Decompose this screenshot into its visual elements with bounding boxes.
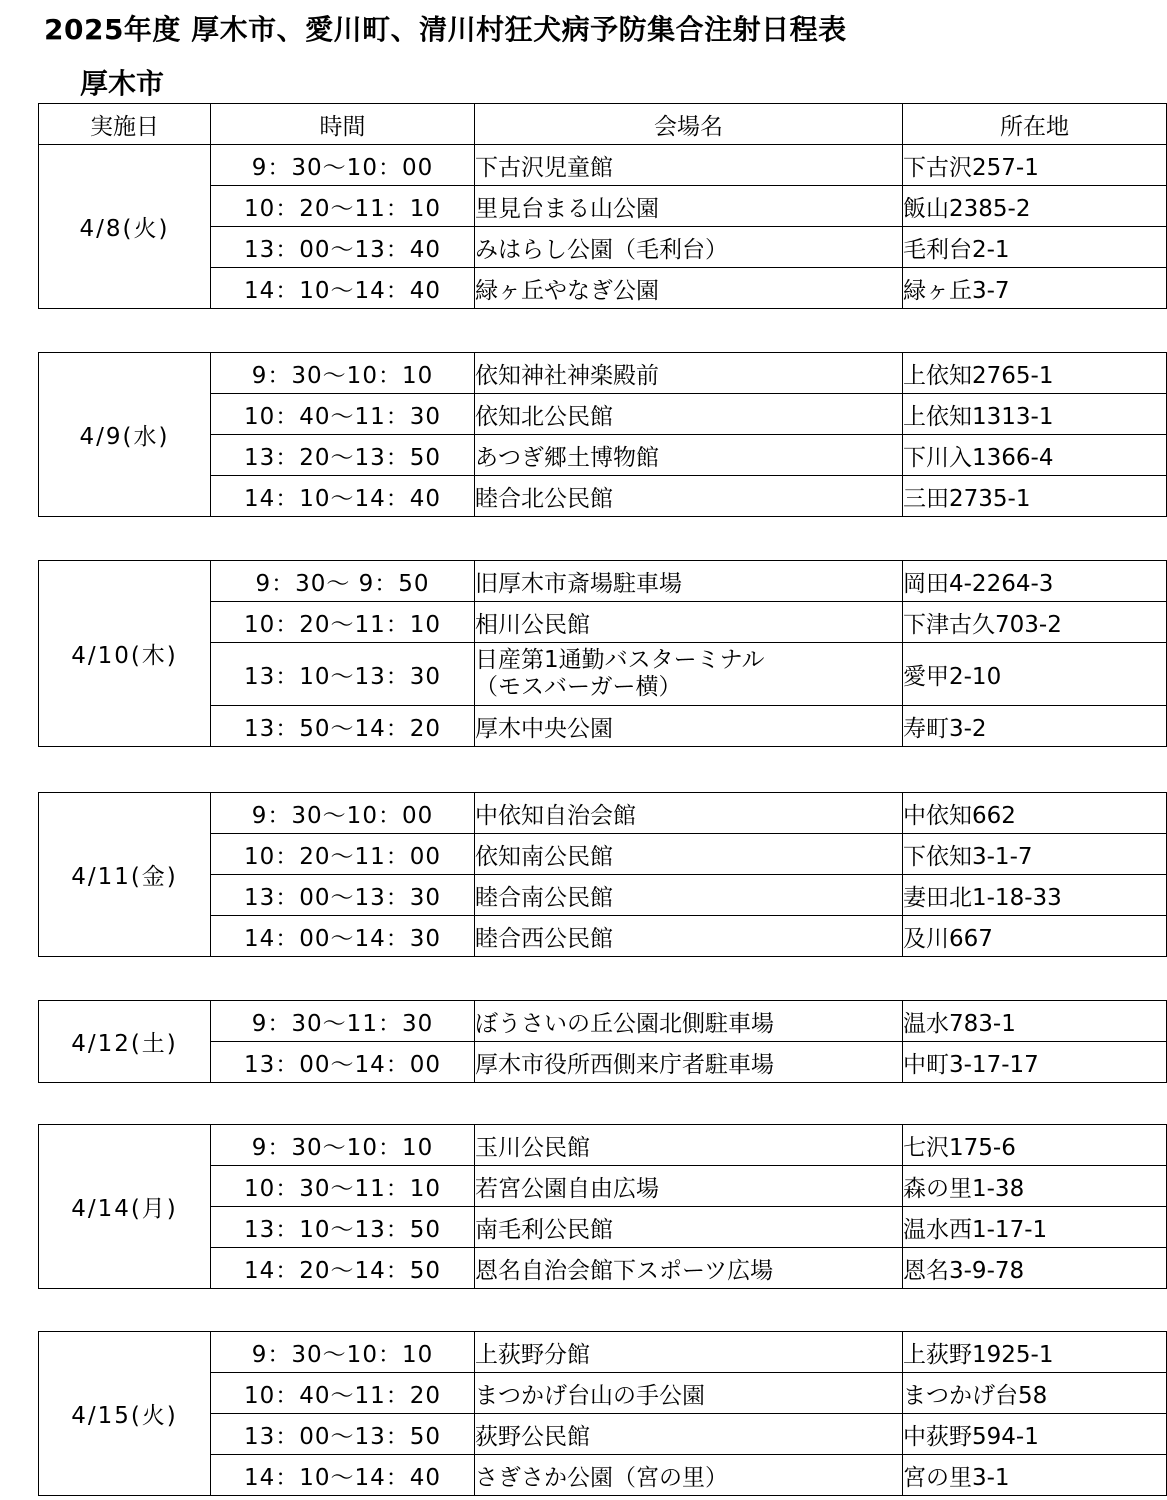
address-cell: 三田2735-1 bbox=[903, 476, 1167, 517]
venue-cell: ぼうさいの丘公園北側駐車場 bbox=[475, 1001, 903, 1042]
venue-cell: 依知南公民館 bbox=[475, 834, 903, 875]
venue-cell: 睦合南公民館 bbox=[475, 875, 903, 916]
schedule-group-0415 bbox=[38, 1331, 1167, 1496]
time-cell: 10：20〜11：10 bbox=[211, 602, 475, 643]
table-row bbox=[39, 561, 1167, 602]
venue-cell: 南毛利公民館 bbox=[475, 1207, 903, 1248]
time-cell: 9：30〜11：30 bbox=[211, 1001, 475, 1042]
schedule-group-0408 bbox=[38, 144, 1167, 309]
venue-cell: あつぎ郷土博物館 bbox=[475, 435, 903, 476]
schedule-group-0409 bbox=[38, 352, 1167, 517]
header-address: 所在地 bbox=[903, 104, 1167, 145]
header-table bbox=[38, 103, 1167, 145]
date-cell: 4/14(月) bbox=[39, 1125, 211, 1289]
time-cell: 14：00〜14：30 bbox=[211, 916, 475, 957]
time-cell: 10：20〜11：00 bbox=[211, 834, 475, 875]
address-cell: 妻田北1-18-33 bbox=[903, 875, 1167, 916]
table-row bbox=[39, 1125, 1167, 1166]
time-cell: 13：00〜13：50 bbox=[211, 1414, 475, 1455]
date-cell: 4/15(火) bbox=[39, 1332, 211, 1496]
time-cell: 9：30〜10：10 bbox=[211, 1332, 475, 1373]
address-cell: 森の里1-38 bbox=[903, 1166, 1167, 1207]
time-cell: 14：10〜14：40 bbox=[211, 268, 475, 309]
date-cell: 4/11(金) bbox=[39, 793, 211, 957]
schedule-group-0412 bbox=[38, 1000, 1167, 1083]
address-cell: 上荻野1925-1 bbox=[903, 1332, 1167, 1373]
date-cell: 4/12(土) bbox=[39, 1001, 211, 1083]
venue-cell: 睦合北公民館 bbox=[475, 476, 903, 517]
address-cell: 毛利台2-1 bbox=[903, 227, 1167, 268]
time-cell: 13：20〜13：50 bbox=[211, 435, 475, 476]
address-cell: 愛甲2-10 bbox=[903, 643, 1167, 706]
time-cell: 10：30〜11：10 bbox=[211, 1166, 475, 1207]
address-cell: 緑ヶ丘3-7 bbox=[903, 268, 1167, 309]
venue-cell: 緑ヶ丘やなぎ公園 bbox=[475, 268, 903, 309]
address-cell: まつかげ台58 bbox=[903, 1373, 1167, 1414]
address-cell: 及川667 bbox=[903, 916, 1167, 957]
venue-cell: 厚木中央公園 bbox=[475, 706, 903, 747]
venue-cell: 相川公民館 bbox=[475, 602, 903, 643]
time-cell: 13：00〜13：40 bbox=[211, 227, 475, 268]
address-cell: 下津古久703-2 bbox=[903, 602, 1167, 643]
address-cell: 下依知3-1-7 bbox=[903, 834, 1167, 875]
page-title: 2025年度 厚木市、愛川町、清川村狂犬病予防集合注射日程表 bbox=[44, 13, 847, 46]
schedule-group-0414 bbox=[38, 1124, 1167, 1289]
venue-cell: さぎさか公園（宮の里） bbox=[475, 1455, 903, 1496]
venue-cell: 下古沢児童館 bbox=[475, 145, 903, 186]
schedule-group-0411 bbox=[38, 792, 1167, 957]
time-cell: 10：40〜11：30 bbox=[211, 394, 475, 435]
venue-cell: みはらし公園（毛利台） bbox=[475, 227, 903, 268]
venue-cell: 若宮公園自由広場 bbox=[475, 1166, 903, 1207]
table-row bbox=[39, 145, 1167, 186]
time-cell: 13：10〜13：30 bbox=[211, 643, 475, 706]
time-cell: 10：20〜11：10 bbox=[211, 186, 475, 227]
address-cell: 温水783-1 bbox=[903, 1001, 1167, 1042]
time-cell: 13：00〜13：30 bbox=[211, 875, 475, 916]
address-cell: 中依知662 bbox=[903, 793, 1167, 834]
date-cell: 4/9(水) bbox=[39, 353, 211, 517]
venue-cell: 恩名自治会館下スポーツ広場 bbox=[475, 1248, 903, 1289]
address-cell: 飯山2385-2 bbox=[903, 186, 1167, 227]
time-cell: 9：30〜10：00 bbox=[211, 793, 475, 834]
venue-cell: 睦合西公民館 bbox=[475, 916, 903, 957]
schedule-group-0410 bbox=[38, 560, 1167, 747]
venue-line-2: （モスバーガー横） bbox=[475, 674, 682, 700]
time-cell: 9：30〜10：00 bbox=[211, 145, 475, 186]
address-cell: 下古沢257-1 bbox=[903, 145, 1167, 186]
table-row bbox=[39, 793, 1167, 834]
time-cell: 14：20〜14：50 bbox=[211, 1248, 475, 1289]
time-cell: 9：30〜10：10 bbox=[211, 353, 475, 394]
address-cell: 温水西1-17-1 bbox=[903, 1207, 1167, 1248]
header-time: 時間 bbox=[211, 104, 475, 145]
venue-cell: 中依知自治会館 bbox=[475, 793, 903, 834]
header-venue: 会場名 bbox=[475, 104, 903, 145]
address-cell: 下川入1366-4 bbox=[903, 435, 1167, 476]
venue-cell: まつかげ台山の手公園 bbox=[475, 1373, 903, 1414]
date-cell: 4/10(木) bbox=[39, 561, 211, 747]
address-cell: 宮の里3-1 bbox=[903, 1455, 1167, 1496]
time-cell: 14：10〜14：40 bbox=[211, 1455, 475, 1496]
address-cell: 寿町3-2 bbox=[903, 706, 1167, 747]
venue-cell: 荻野公民館 bbox=[475, 1414, 903, 1455]
time-cell: 13：00〜14：00 bbox=[211, 1042, 475, 1083]
address-cell: 中町3-17-17 bbox=[903, 1042, 1167, 1083]
venue-cell: 旧厚木市斎場駐車場 bbox=[475, 561, 903, 602]
table-row bbox=[39, 1001, 1167, 1042]
time-cell: 9：30〜10：10 bbox=[211, 1125, 475, 1166]
address-cell: 中荻野594-1 bbox=[903, 1414, 1167, 1455]
venue-cell: 上荻野分館 bbox=[475, 1332, 903, 1373]
date-cell: 4/8(火) bbox=[39, 145, 211, 309]
address-cell: 上依知2765-1 bbox=[903, 353, 1167, 394]
time-cell: 10：40〜11：20 bbox=[211, 1373, 475, 1414]
venue-cell: 玉川公民館 bbox=[475, 1125, 903, 1166]
section-heading: 厚木市 bbox=[80, 67, 165, 100]
time-cell: 13：10〜13：50 bbox=[211, 1207, 475, 1248]
venue-cell bbox=[475, 643, 903, 706]
venue-cell: 依知北公民館 bbox=[475, 394, 903, 435]
venue-line-1: 日産第1通勤バスターミナル bbox=[475, 647, 765, 673]
table-row bbox=[39, 353, 1167, 394]
header-date: 実施日 bbox=[39, 104, 211, 145]
header-row bbox=[39, 104, 1167, 145]
time-cell: 13：50〜14：20 bbox=[211, 706, 475, 747]
address-cell: 七沢175-6 bbox=[903, 1125, 1167, 1166]
venue-cell: 厚木市役所西側来庁者駐車場 bbox=[475, 1042, 903, 1083]
venue-cell: 依知神社神楽殿前 bbox=[475, 353, 903, 394]
time-cell: 14：10〜14：40 bbox=[211, 476, 475, 517]
venue-cell: 里見台まる山公園 bbox=[475, 186, 903, 227]
address-cell: 上依知1313-1 bbox=[903, 394, 1167, 435]
time-cell: 9：30〜 9：50 bbox=[211, 561, 475, 602]
table-row bbox=[39, 1332, 1167, 1373]
address-cell: 恩名3-9-78 bbox=[903, 1248, 1167, 1289]
address-cell: 岡田4-2264-3 bbox=[903, 561, 1167, 602]
